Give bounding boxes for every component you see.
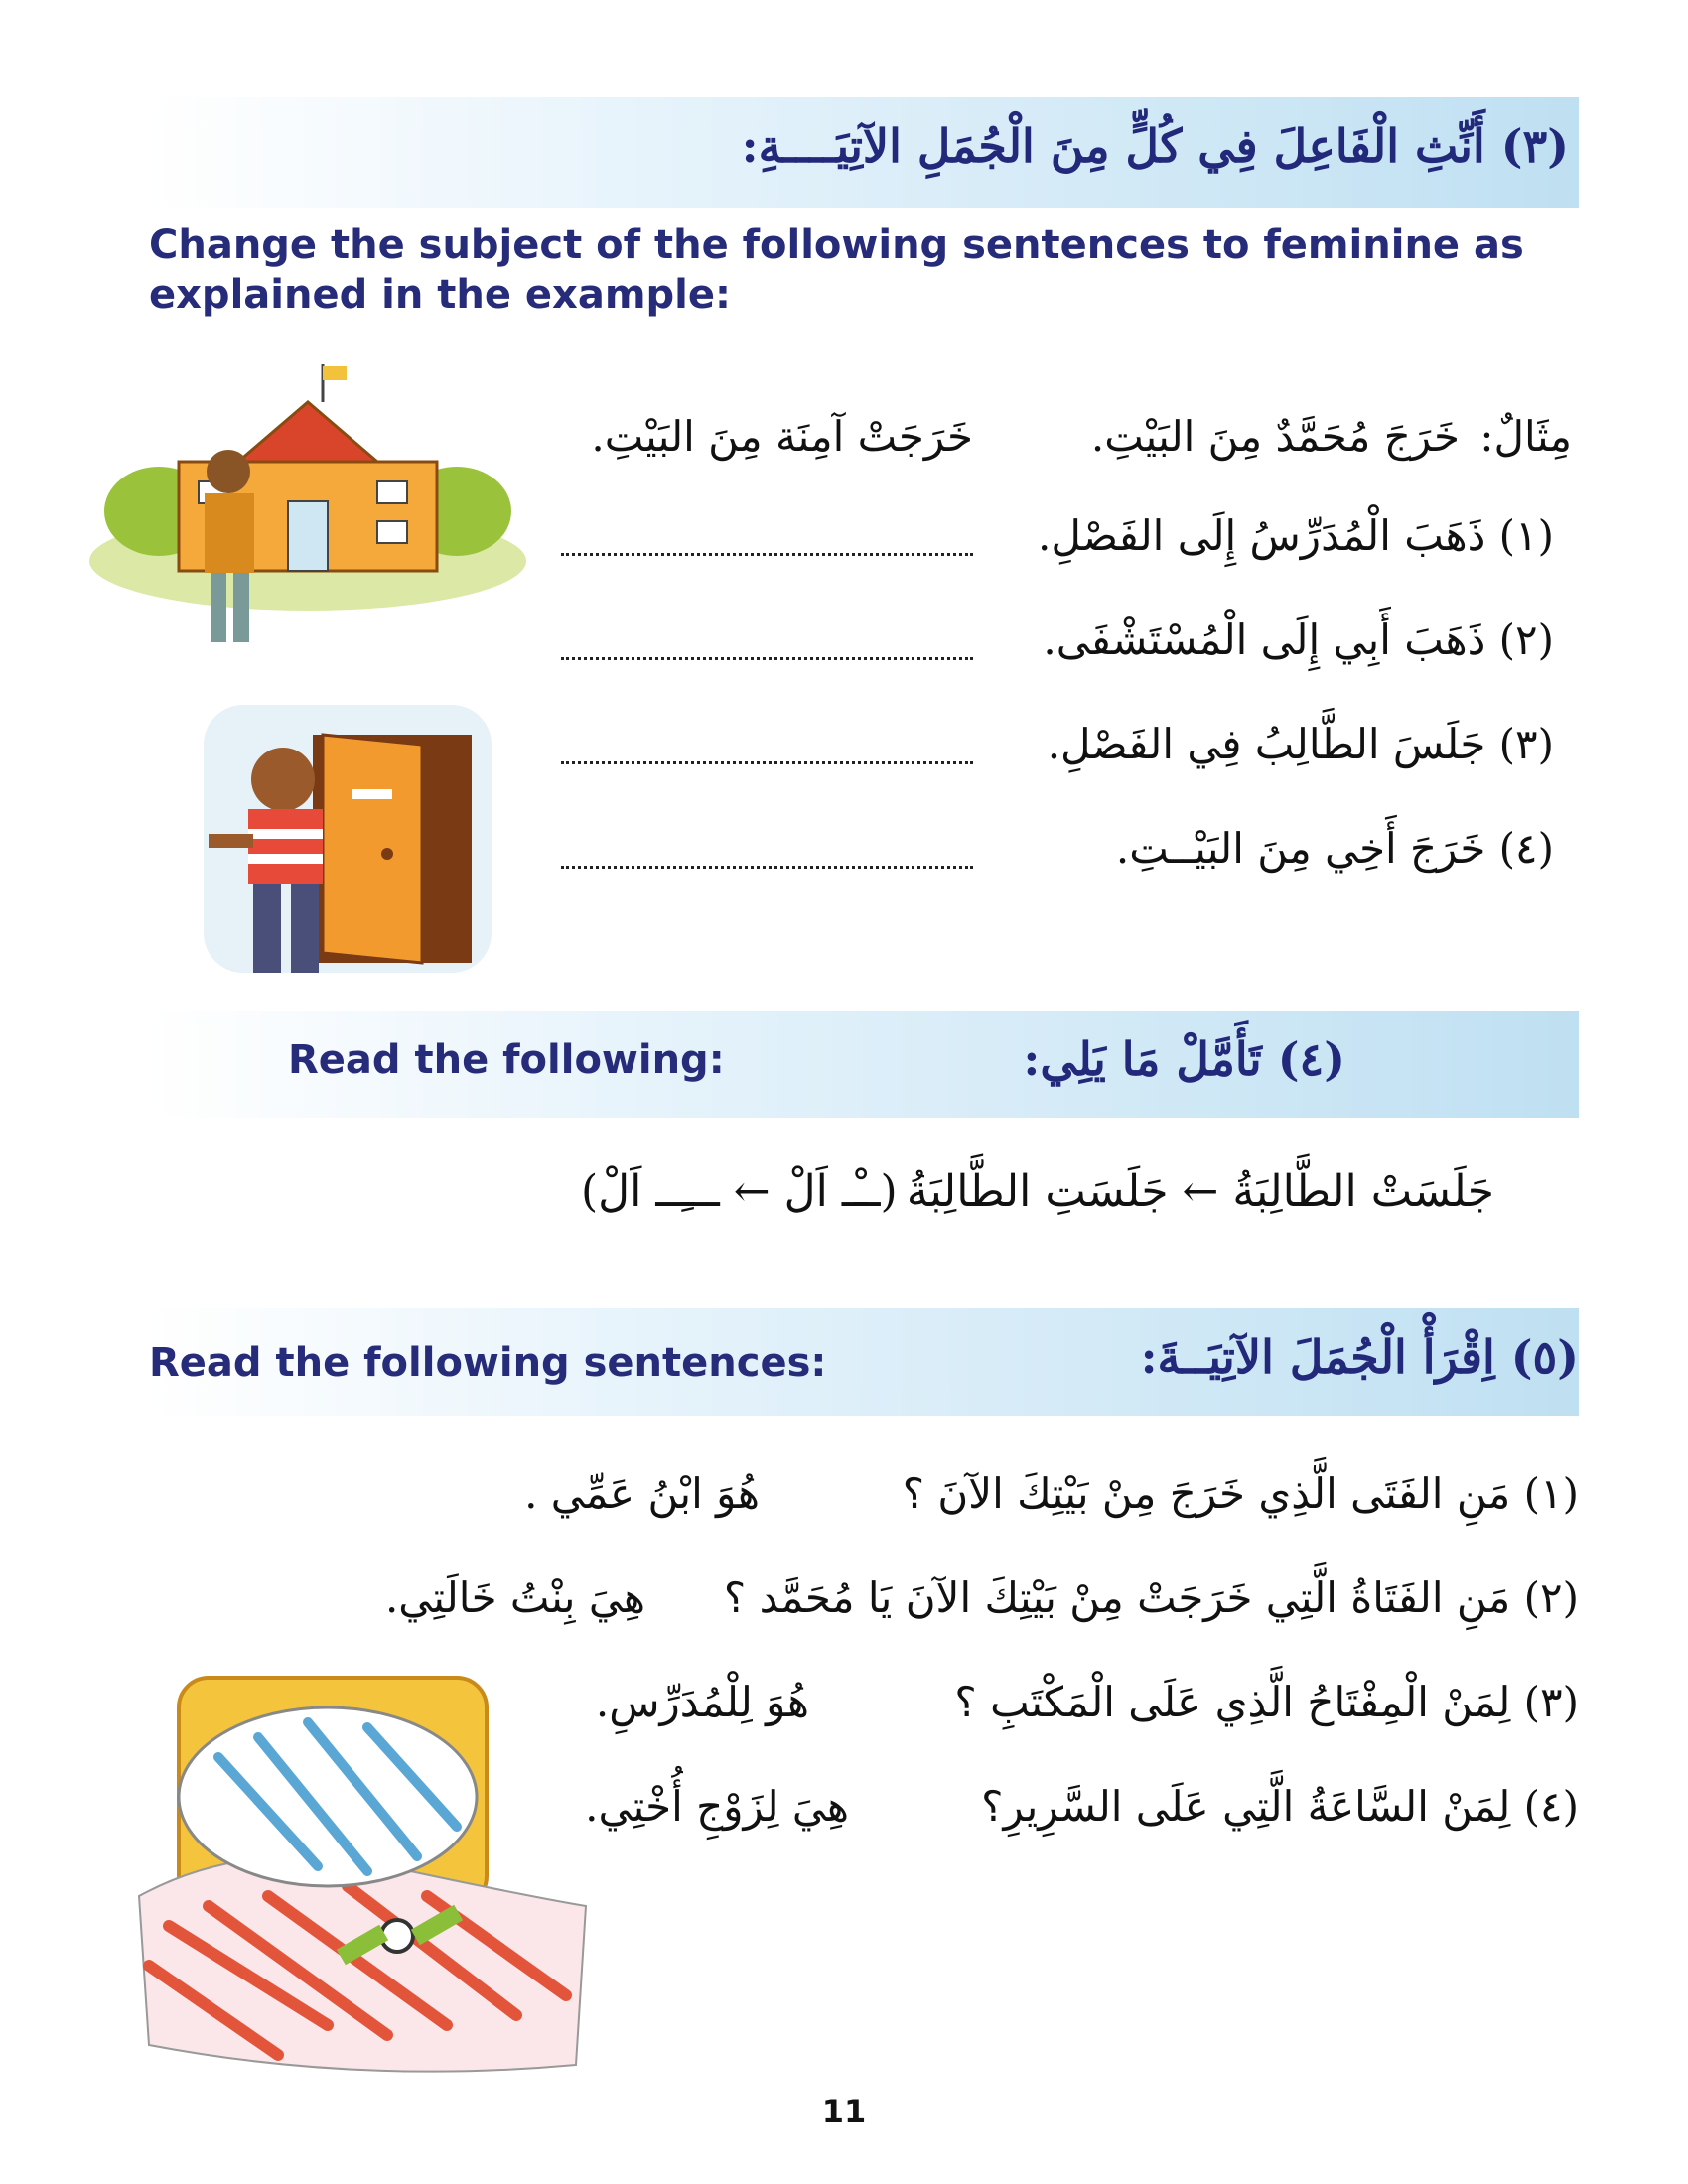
- answer-blank-4[interactable]: [561, 866, 973, 869]
- question-2: (٢) مَنِ الفَتَاةُ الَّتِي خَرَجَتْ مِنْ بَيْتِكَ الآنَ يَا مُحَمَّد ؟: [723, 1573, 1579, 1622]
- section4-heading: (٤) تَأَمَّلْ مَا يَلِي:: [1023, 1032, 1345, 1086]
- answer-blank-3[interactable]: [561, 761, 973, 764]
- example-sentence: خَرَجَ مُحَمَّدٌ مِنَ البَيْتِ.: [1090, 412, 1460, 461]
- section5-instruction: Read the following sentences:: [149, 1340, 827, 1386]
- section4-example-rule: (ــْـ اَلْ ← ـــِــ اَلْ): [581, 1166, 898, 1217]
- exercise-item-2: (٢) ذَهَبَ أَبِي إِلَى الْمُسْتَشْفَى.: [1043, 615, 1554, 664]
- section3-heading: (٣) أَنِّثِ الْفَاعِلَ فِي كُلٍّ مِنَ الْجُمَلِ الآتِيَــــةِ:: [741, 119, 1569, 173]
- section4-example-main: جَلَسَتْ الطَّالِبَةُ ← جَلَسَتِ الطَّالِبَةُ: [906, 1166, 1494, 1217]
- section3-instruction: Change the subject of the following sentences to feminine as explained in the example:: [149, 222, 1524, 318]
- example-label: مِثَالٌ:: [1479, 412, 1572, 461]
- section4-instruction: Read the following:: [288, 1037, 725, 1083]
- question-3: (٣) لِمَنْ الْمِفْتَاحُ الَّذِي عَلَى الْمَكْتَبِ ؟: [954, 1678, 1579, 1726]
- question-4: (٤) لِمَنْ السَّاعَةُ الَّتِي عَلَى السَّرِيرِ؟: [981, 1782, 1579, 1831]
- answer-blank-1[interactable]: [561, 553, 973, 556]
- exercise-item-1: (١) ذَهَبَ الْمُدَرِّسُ إِلَى الفَصْلِ.: [1038, 511, 1554, 560]
- exercise-item-4: (٤) خَرَجَ أَخِي مِنَ البَيْــتِ.: [1115, 824, 1554, 873]
- answer-3: هُوَ لِلْمُدَرِّسِ.: [595, 1678, 809, 1726]
- man-at-door-illustration: [194, 695, 501, 1003]
- section5-heading: (٥) اِقْرَأْ الْجُمَلَ الآتِيَــةَ:: [1140, 1330, 1579, 1384]
- bed-illustration: [129, 1668, 596, 2085]
- example-answer: خَرَجَتْ آمِنَة مِنَ البَيْتِ.: [591, 412, 973, 461]
- answer-4: هِيَ لِزَوْجِ أُخْتِي.: [585, 1782, 849, 1831]
- page-number: 11: [821, 2093, 867, 2130]
- answer-2: هِيَ بِنْتُ خَالَتِي.: [384, 1573, 645, 1622]
- answer-1: هُوَ ابْنُ عَمِّي .: [524, 1469, 760, 1518]
- answer-blank-2[interactable]: [561, 657, 973, 660]
- question-1: (١) مَنِ الفَتَى الَّذِي خَرَجَ مِنْ بَيْتِكَ الآنَ ؟: [902, 1469, 1579, 1518]
- exercise-item-3: (٣) جَلَسَ الطَّالِبُ فِي الفَصْلِ.: [1047, 720, 1554, 768]
- school-illustration: [79, 362, 536, 660]
